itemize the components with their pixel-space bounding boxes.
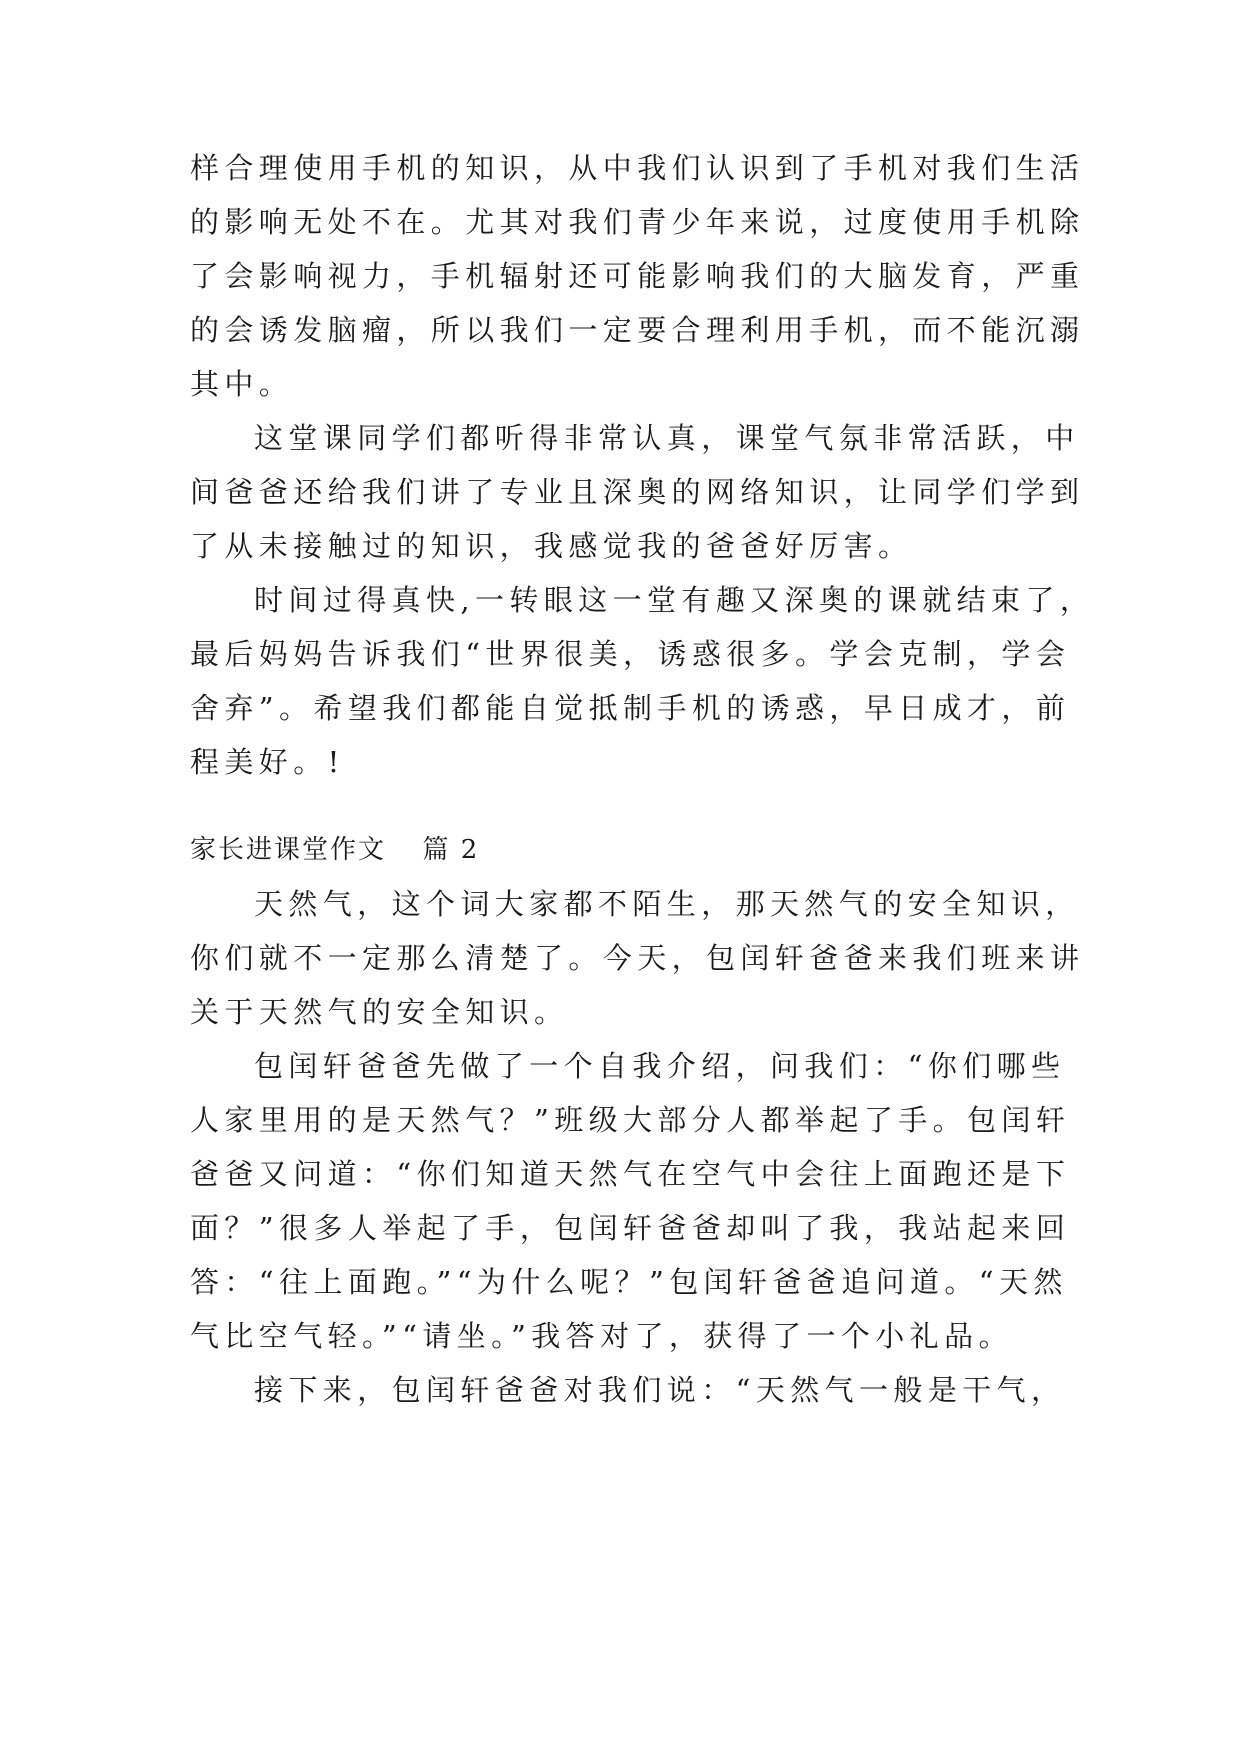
paragraph-line: 天然气，这个词大家都不陌生，那天然气的安全知识， <box>254 887 1080 921</box>
paragraph-line: 你们就不一定那么清楚了。今天，包闰轩爸爸来我们班来讲 <box>190 941 1085 975</box>
paragraph-line: 的影响无处不在。尤其对我们青少年来说，过度使用手机除 <box>190 205 1085 239</box>
paragraph-line: 程美好。! <box>190 745 345 779</box>
paragraph-line: 气比空气轻。”“请坐。”我答对了，获得了一个小礼品。 <box>190 1319 1013 1353</box>
paragraph-line: 了从未接触过的知识，我感觉我的爸爸好厉害。 <box>190 529 913 563</box>
paragraph-line: 了会影响视力，手机辐射还可能影响我们的大脑发育，严重 <box>190 259 1085 293</box>
paragraph-line: 接下来，包闰轩爸爸对我们说：“天然气一般是干气， <box>254 1373 1066 1407</box>
paragraph-line: 人家里用的是天然气？”班级大部分人都举起了手。包闰轩 <box>190 1103 1071 1137</box>
section-heading <box>190 830 479 870</box>
paragraph-line: 样合理使用手机的知识，从中我们认识到了手机对我们生活 <box>190 151 1085 185</box>
heading-title: 家长进课堂作文 <box>190 835 387 865</box>
paragraph-line: 爸爸又问道：“你们知道天然气在空气中会往上面跑还是下 <box>190 1157 1071 1191</box>
paragraph-line: 的会诱发脑瘤，所以我们一定要合理利用手机，而不能沉溺 <box>190 313 1085 347</box>
paragraph-line: 时间过得真快,一转眼这一堂有趣又深奥的课就结束了， <box>254 583 1095 617</box>
paragraph-line: 包闰轩爸爸先做了一个自我介绍，问我们：“你们哪些 <box>254 1049 1066 1083</box>
paragraph-line: 最后妈妈告诉我们“世界很美，诱惑很多。学会克制，学会 <box>190 637 1071 671</box>
paragraph-line: 间爸爸还给我们讲了专业且深奥的网络知识，让同学们学到 <box>190 475 1085 509</box>
paragraph-line: 舍弃”。希望我们都能自觉抵制手机的诱惑，早日成才，前 <box>190 691 1071 725</box>
paragraph-line: 其中。 <box>190 367 294 401</box>
heading-part: 篇 2 <box>422 835 480 865</box>
paragraph-line: 这堂课同学们都听得非常认真，课堂气氛非常活跃，中 <box>254 421 1080 455</box>
paragraph-line: 面？”很多人举起了手，包闰轩爸爸却叫了我，我站起来回 <box>190 1211 1071 1245</box>
paragraph-line: 关于天然气的安全知识。 <box>190 995 569 1029</box>
paragraph-line: 答：“往上面跑。”“为什么呢？”包闰轩爸爸追问道。“天然 <box>190 1265 1068 1299</box>
